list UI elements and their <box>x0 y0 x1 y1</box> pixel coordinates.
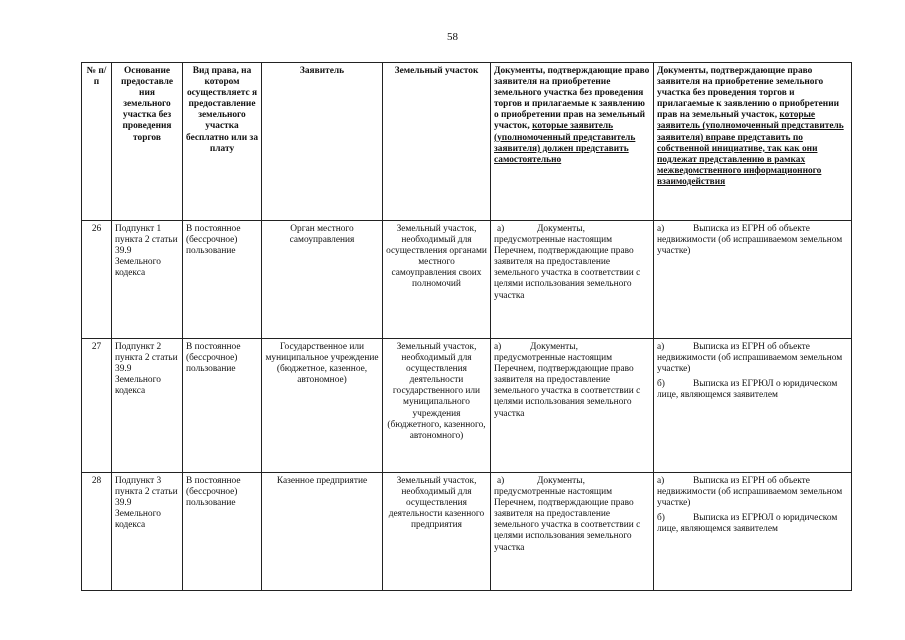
row-applicant: Орган местного самоуправления <box>262 221 383 339</box>
header-docs-self-text: Документы, подтверждающие право заявителя на приобретение земельного участка без проведения торгов и прилагаемые к заявлению о приобретении прав на земельный участок, <box>494 66 650 132</box>
doc-letter: б) <box>657 379 665 390</box>
row-docs-interagency <box>654 339 852 473</box>
row-land-plot: Земельный участок, необходимый для осуществления деятельности государственного или муниципального учреждения (бюджетного, казенного, автономного) <box>383 339 491 473</box>
row-basis: Подпункт 2 пункта 2 статьи 39.9 Земельного кодекса <box>112 339 183 473</box>
doc-letter: а) <box>657 342 665 352</box>
row-docs-interagency <box>654 473 852 591</box>
doc-text: Документы, предусмотренные настоящим Перечнем, подтверждающие право заявителя на предоставление земельного участка в соответствии с целями использования земельного участка <box>494 224 641 301</box>
doc-text: Выписка из ЕГРЮЛ о юридическом лице, являющемся заявителем <box>657 379 838 401</box>
row-docs-self <box>491 339 654 473</box>
doc-letter: а) <box>657 224 665 234</box>
doc-text: Выписка из ЕГРН об объекте недвижимости (об испрашиваемом земельном участке) <box>657 342 843 375</box>
doc-item <box>657 342 848 375</box>
row-land-plot: Земельный участок, необходимый для осуществления деятельности казенного предприятия <box>383 473 491 591</box>
row-num: 28 <box>82 473 112 591</box>
row-applicant: Государственное или муниципальное учреждение (бюджетное, казенное, автономное) <box>262 339 383 473</box>
header-applicant: Заявитель <box>262 63 383 221</box>
row-right-type: В постоянное (бессрочное) пользование <box>183 221 262 339</box>
header-docs-interagency-underlined: которые заявитель (уполномоченный представитель заявителя) вправе представить по собственной инициативе, так как они подлежат представлению в рамках межведомственного информационного взаимодействия <box>657 110 844 187</box>
row-land-plot: Земельный участок, необходимый для осуществления органами местного самоуправления своих полномочий <box>383 221 491 339</box>
row-num: 27 <box>82 339 112 473</box>
doc-letter: б) <box>657 513 665 524</box>
row-basis: Подпункт 1 пункта 2 статьи 39.9 Земельного кодекса <box>112 221 183 339</box>
documents-table <box>81 62 852 591</box>
doc-text: Документы, предусмотренные настоящим Перечнем, подтверждающие право заявителя на предоставление земельного участка в соответствии с целями использования земельного участка <box>494 342 641 419</box>
row-right-type: В постоянное (бессрочное) пользование <box>183 473 262 591</box>
doc-letter: а) <box>494 342 502 352</box>
doc-letter: а) <box>497 476 505 486</box>
doc-text: Документы, предусмотренные настоящим Перечнем, подтверждающие право заявителя на предоставление земельного участка в соответствии с целями использования земельного участка <box>494 476 641 553</box>
row-basis: Подпункт 3 пункта 2 статьи 39.9 Земельного кодекса <box>112 473 183 591</box>
header-basis: Основание предоставле ния земельного участка без проведения торгов <box>112 63 183 221</box>
table-header-row <box>82 63 852 221</box>
row-docs-self <box>491 473 654 591</box>
page-number: 58 <box>447 31 458 43</box>
header-docs-interagency-text: Документы, подтверждающие право заявителя на приобретение земельного участка без проведения торгов и прилагаемые к заявлению о приобретении прав на земельный участок, <box>657 66 839 121</box>
header-right-type: Вид права, на котором осуществляетс я предоставление земельного участка бесплатно или за плату <box>183 63 262 221</box>
doc-text: Выписка из ЕГРН об объекте недвижимости (об испрашиваемом земельном участке) <box>657 224 843 257</box>
doc-text: Выписка из ЕГРН об объекте недвижимости (об испрашиваемом земельном участке) <box>657 476 843 509</box>
table-row <box>82 339 852 473</box>
doc-text: Выписка из ЕГРЮЛ о юридическом лице, являющемся заявителем <box>657 513 838 535</box>
doc-item <box>657 476 848 509</box>
header-docs-interagency <box>654 63 852 221</box>
row-applicant: Казенное предприятие <box>262 473 383 591</box>
table-row <box>82 221 852 339</box>
doc-item <box>657 513 848 535</box>
doc-letter: а) <box>657 476 665 486</box>
row-docs-interagency <box>654 221 852 339</box>
header-docs-self <box>491 63 654 221</box>
table-row <box>82 473 852 591</box>
header-docs-self-underlined: которые заявитель (уполномоченный представитель заявителя) должен представить самостоятельно <box>494 121 636 165</box>
row-docs-self <box>491 221 654 339</box>
row-num: 26 <box>82 221 112 339</box>
header-land-plot: Земельный участок <box>383 63 491 221</box>
row-right-type: В постоянное (бессрочное) пользование <box>183 339 262 473</box>
header-num: № п/п <box>82 63 112 221</box>
doc-letter: а) <box>497 224 505 234</box>
doc-item <box>657 379 848 401</box>
doc-item <box>657 224 848 257</box>
